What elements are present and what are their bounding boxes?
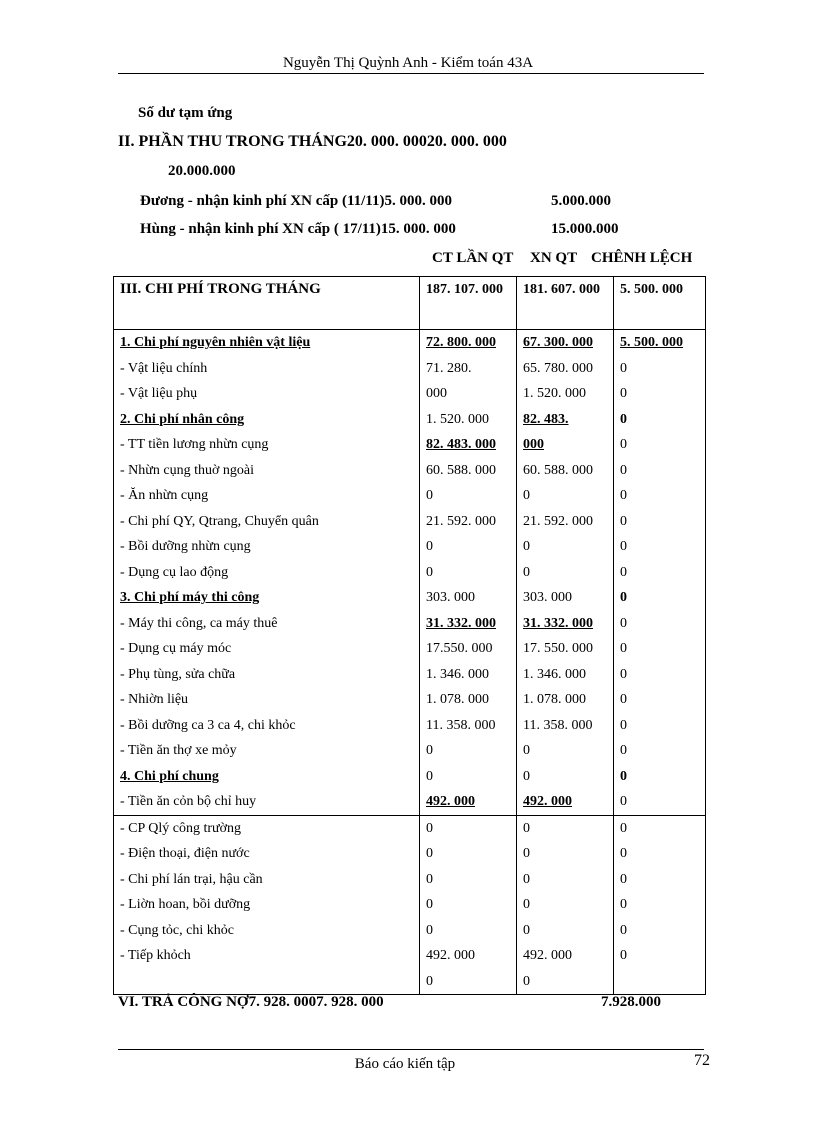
row-label bbox=[114, 969, 420, 995]
row-diff-value: 0 bbox=[614, 738, 706, 764]
row-xn-value: 0 bbox=[517, 560, 614, 586]
table-row bbox=[114, 509, 706, 535]
row-diff-value: 0 bbox=[614, 713, 706, 739]
row-diff-value: 0 bbox=[614, 892, 706, 918]
income-item-label: Hùng - nhận kinh phí XN cấp ( 17/11)15. 000. 000 bbox=[140, 221, 456, 237]
row-diff-value: 0 bbox=[614, 611, 706, 637]
table-row bbox=[114, 407, 706, 433]
row-diff-value: 0 bbox=[614, 764, 706, 790]
row-xn-value: 31. 332. 000 bbox=[517, 611, 614, 637]
row-xn-value: 11. 358. 000 bbox=[517, 713, 614, 739]
table-row bbox=[114, 330, 706, 356]
table-row bbox=[114, 789, 706, 815]
table-heading-c2: 181. 607. 000 bbox=[517, 277, 614, 330]
row-label: - Nhừn cụng thuờ ngoài bbox=[114, 458, 420, 484]
row-label: - Ăn nhừn cụng bbox=[114, 483, 420, 509]
table-row bbox=[114, 534, 706, 560]
table-row bbox=[114, 918, 706, 944]
table-row bbox=[114, 585, 706, 611]
row-xn-value: 0 bbox=[517, 867, 614, 893]
debt-value: 7.928.000 bbox=[601, 994, 661, 1010]
row-diff-value: 0 bbox=[614, 662, 706, 688]
column-header-ct: CT LẦN QT bbox=[432, 250, 514, 266]
row-diff-value: 0 bbox=[614, 841, 706, 867]
row-xn-value: 492. 000 bbox=[517, 943, 614, 969]
table-heading-label: III. CHI PHÍ TRONG THÁNG bbox=[114, 277, 420, 330]
page-footer: Báo cáo kiến tập bbox=[354, 1056, 456, 1072]
row-label: - TT tiền lương nhừn cụng bbox=[114, 432, 420, 458]
row-xn-value: 0 bbox=[517, 483, 614, 509]
row-xn-value: 000 bbox=[517, 432, 614, 458]
table-heading-c1: 187. 107. 000 bbox=[420, 277, 517, 330]
row-diff-value: 0 bbox=[614, 687, 706, 713]
table-row bbox=[114, 969, 706, 995]
row-label: - Tiếp khỏch bbox=[114, 943, 420, 969]
income-heading: II. PHẦN THU TRONG THÁNG20. 000. 00020. 000. 000 bbox=[118, 133, 507, 150]
row-ct-value: 492. 000 bbox=[420, 789, 517, 815]
table-row bbox=[114, 483, 706, 509]
row-diff-value: 0 bbox=[614, 381, 706, 407]
row-label: - Bồi dưỡng nhừn cụng bbox=[114, 534, 420, 560]
row-xn-value: 1. 346. 000 bbox=[517, 662, 614, 688]
income-item-value: 15.000.000 bbox=[551, 221, 619, 237]
row-xn-value: 67. 300. 000 bbox=[517, 330, 614, 356]
row-label: - CP Qlý công trường bbox=[114, 815, 420, 841]
table-row bbox=[114, 943, 706, 969]
row-diff-value: 0 bbox=[614, 509, 706, 535]
row-diff-value: 0 bbox=[614, 432, 706, 458]
row-ct-value: 0 bbox=[420, 534, 517, 560]
table-row bbox=[114, 687, 706, 713]
row-diff-value: 0 bbox=[614, 560, 706, 586]
row-label: 4. Chi phí chung bbox=[114, 764, 420, 790]
row-ct-value: 303. 000 bbox=[420, 585, 517, 611]
table-row bbox=[114, 381, 706, 407]
row-label: - Điện thoại, điện nước bbox=[114, 841, 420, 867]
row-ct-value: 492. 000 bbox=[420, 943, 517, 969]
row-ct-value: 1. 078. 000 bbox=[420, 687, 517, 713]
table-row bbox=[114, 892, 706, 918]
row-ct-value: 21. 592. 000 bbox=[420, 509, 517, 535]
row-label: - Nhiờn liệu bbox=[114, 687, 420, 713]
row-xn-value: 65. 780. 000 bbox=[517, 356, 614, 382]
row-ct-value: 0 bbox=[420, 483, 517, 509]
row-label: - Tiền ăn thợ xe mỏy bbox=[114, 738, 420, 764]
column-header-xn: XN QT bbox=[530, 250, 578, 266]
advance-balance-label: Số dư tạm ứng bbox=[138, 105, 233, 121]
row-label: 3. Chi phí máy thi công bbox=[114, 585, 420, 611]
row-ct-value: 0 bbox=[420, 867, 517, 893]
table-heading-c3: 5. 500. 000 bbox=[614, 277, 706, 330]
row-ct-value: 11. 358. 000 bbox=[420, 713, 517, 739]
row-label: - Phụ tùng, sửa chữa bbox=[114, 662, 420, 688]
table-row bbox=[114, 815, 706, 841]
row-label: 2. Chi phí nhân công bbox=[114, 407, 420, 433]
page-number: 72 bbox=[694, 1052, 710, 1069]
income-item-value: 5.000.000 bbox=[551, 193, 611, 209]
row-ct-value: 0 bbox=[420, 738, 517, 764]
row-ct-value: 0 bbox=[420, 892, 517, 918]
row-ct-value: 1. 520. 000 bbox=[420, 407, 517, 433]
row-label: - Liờn hoan, bồi dưỡng bbox=[114, 892, 420, 918]
row-label: - Chi phí lán trại, hậu cần bbox=[114, 867, 420, 893]
row-diff-value: 0 bbox=[614, 943, 706, 969]
row-xn-value: 0 bbox=[517, 815, 614, 841]
row-xn-value: 0 bbox=[517, 969, 614, 995]
row-xn-value: 17. 550. 000 bbox=[517, 636, 614, 662]
row-xn-value: 0 bbox=[517, 841, 614, 867]
row-xn-value: 1. 520. 000 bbox=[517, 381, 614, 407]
row-xn-value: 492. 000 bbox=[517, 789, 614, 815]
row-ct-value: 0 bbox=[420, 841, 517, 867]
row-xn-value: 0 bbox=[517, 738, 614, 764]
table-row bbox=[114, 841, 706, 867]
row-xn-value: 21. 592. 000 bbox=[517, 509, 614, 535]
table-row bbox=[114, 560, 706, 586]
row-xn-value: 0 bbox=[517, 892, 614, 918]
row-label: - Tiền ăn cỏn bộ chỉ huy bbox=[114, 789, 420, 815]
row-xn-value: 1. 078. 000 bbox=[517, 687, 614, 713]
row-diff-value: 0 bbox=[614, 815, 706, 841]
row-diff-value: 5. 500. 000 bbox=[614, 330, 706, 356]
row-ct-value: 60. 588. 000 bbox=[420, 458, 517, 484]
footer-rule bbox=[118, 1049, 704, 1050]
row-ct-value: 0 bbox=[420, 969, 517, 995]
row-diff-value: 0 bbox=[614, 585, 706, 611]
row-ct-value: 0 bbox=[420, 764, 517, 790]
row-ct-value: 1. 346. 000 bbox=[420, 662, 517, 688]
row-label: - Máy thi công, ca máy thuê bbox=[114, 611, 420, 637]
table-row bbox=[114, 432, 706, 458]
row-diff-value: 0 bbox=[614, 356, 706, 382]
row-ct-value: 0 bbox=[420, 560, 517, 586]
header-rule bbox=[118, 73, 704, 74]
row-diff-value bbox=[614, 969, 706, 995]
row-diff-value: 0 bbox=[614, 918, 706, 944]
row-ct-value: 82. 483. 000 bbox=[420, 432, 517, 458]
row-label: 1. Chi phí nguyên nhiên vật liệu bbox=[114, 330, 420, 356]
row-ct-value: 17.550. 000 bbox=[420, 636, 517, 662]
row-diff-value: 0 bbox=[614, 789, 706, 815]
row-diff-value: 0 bbox=[614, 407, 706, 433]
row-label: - Dụng cụ máy móc bbox=[114, 636, 420, 662]
row-ct-value: 71. 280. bbox=[420, 356, 517, 382]
column-header-diff: CHÊNH LỆCH bbox=[591, 250, 693, 266]
row-label: - Cụng tỏc, chi khỏc bbox=[114, 918, 420, 944]
table-row bbox=[114, 662, 706, 688]
row-label: - Chi phí QY, Qtrang, Chuyển quân bbox=[114, 509, 420, 535]
table-row bbox=[114, 764, 706, 790]
row-label: - Vật liệu chính bbox=[114, 356, 420, 382]
row-ct-value: 72. 800. 000 bbox=[420, 330, 517, 356]
row-xn-value: 0 bbox=[517, 534, 614, 560]
table-row bbox=[114, 356, 706, 382]
row-ct-value: 31. 332. 000 bbox=[420, 611, 517, 637]
row-xn-value: 0 bbox=[517, 764, 614, 790]
debt-label: VI. TRẢ CÔNG NỢ7. 928. 0007. 928. 000 bbox=[118, 994, 384, 1010]
table-row bbox=[114, 738, 706, 764]
table-row bbox=[114, 867, 706, 893]
row-diff-value: 0 bbox=[614, 534, 706, 560]
table-row bbox=[114, 713, 706, 739]
row-xn-value: 0 bbox=[517, 918, 614, 944]
row-ct-value: 0 bbox=[420, 815, 517, 841]
table-row bbox=[114, 458, 706, 484]
cost-table bbox=[113, 276, 706, 995]
row-diff-value: 0 bbox=[614, 867, 706, 893]
table-row bbox=[114, 611, 706, 637]
row-diff-value: 0 bbox=[614, 636, 706, 662]
row-xn-value: 82. 483. bbox=[517, 407, 614, 433]
row-diff-value: 0 bbox=[614, 483, 706, 509]
row-label: - Vật liệu phụ bbox=[114, 381, 420, 407]
row-label: - Dụng cụ lao động bbox=[114, 560, 420, 586]
row-xn-value: 60. 588. 000 bbox=[517, 458, 614, 484]
table-row bbox=[114, 636, 706, 662]
row-ct-value: 0 bbox=[420, 918, 517, 944]
income-item-label: Đương - nhận kinh phí XN cấp (11/11)5. 000. 000 bbox=[140, 193, 452, 209]
row-xn-value: 303. 000 bbox=[517, 585, 614, 611]
income-total: 20.000.000 bbox=[168, 163, 236, 179]
row-ct-value: 000 bbox=[420, 381, 517, 407]
row-label: - Bồi dưỡng ca 3 ca 4, chi khỏc bbox=[114, 713, 420, 739]
page-header: Nguyễn Thị Quỳnh Anh - Kiểm toán 43A bbox=[282, 55, 534, 71]
row-diff-value: 0 bbox=[614, 458, 706, 484]
table-heading-row bbox=[114, 277, 706, 330]
